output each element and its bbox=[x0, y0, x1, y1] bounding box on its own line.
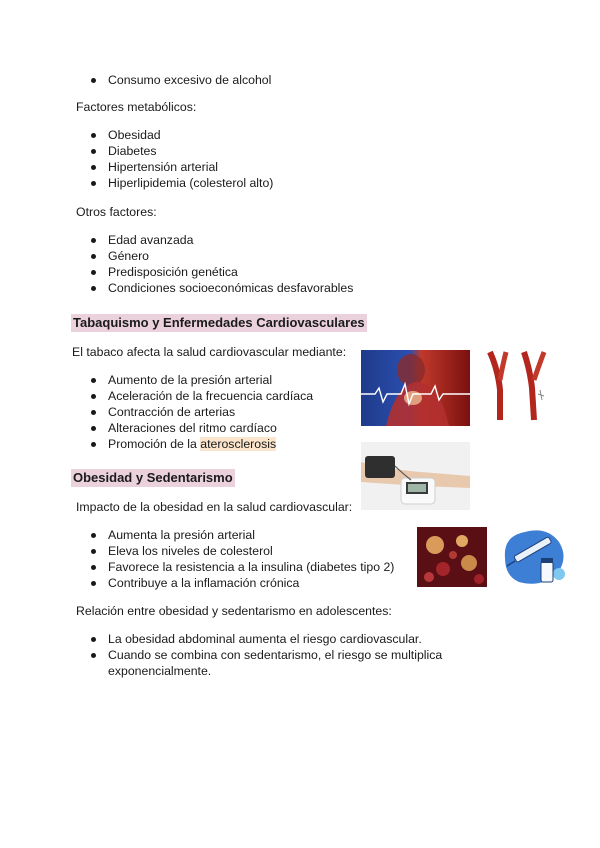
tobacco-list bbox=[72, 372, 362, 452]
metabolic-list bbox=[72, 127, 372, 191]
obesity-list bbox=[72, 527, 412, 591]
metabolic-label: Factores metabólicos: bbox=[76, 100, 197, 114]
list-item: Contracción de arterias bbox=[72, 404, 362, 420]
blood-pressure-monitor-image bbox=[361, 442, 470, 510]
list-item bbox=[72, 436, 362, 452]
list-item: Contribuye a la inflamación crónica bbox=[72, 575, 412, 591]
list-item: Aumenta la presión arterial bbox=[72, 527, 412, 543]
list-item: Favorece la resistencia a la insulina (diabetes tipo 2) bbox=[72, 559, 412, 575]
list-item-prefix: Promoción de la bbox=[108, 437, 201, 451]
list-item: Predisposición genética bbox=[72, 264, 392, 280]
list-item: La obesidad abdominal aumenta el riesgo cardiovascular. bbox=[72, 631, 452, 647]
chest-pain-heartbeat-image bbox=[361, 350, 470, 426]
list-item: Cuando se combina con sedentarismo, el riesgo se multiplica exponencialmente. bbox=[72, 647, 452, 679]
relation-label: Relación entre obesidad y sedentarismo en adolescentes: bbox=[76, 604, 392, 618]
list-item: Consumo excesivo de alcohol bbox=[72, 72, 372, 88]
tobacco-heading: Tabaquismo y Enfermedades Cardiovasculares bbox=[73, 315, 365, 330]
syringe-vial-illustration-image bbox=[497, 524, 567, 588]
list-item: Género bbox=[72, 248, 392, 264]
other-factors-label: Otros factores: bbox=[76, 205, 157, 219]
arteries-image bbox=[484, 350, 548, 422]
highlighted-term: aterosclerosis bbox=[200, 437, 277, 451]
alcohol-list bbox=[72, 72, 372, 88]
obesity-intro: Impacto de la obesidad en la salud cardiovascular: bbox=[76, 500, 353, 514]
list-item: Aceleración de la frecuencia cardíaca bbox=[72, 388, 362, 404]
list-item: Condiciones socioeconómicas desfavorables bbox=[72, 280, 392, 296]
list-item: Eleva los niveles de colesterol bbox=[72, 543, 412, 559]
list-item: Edad avanzada bbox=[72, 232, 392, 248]
tobacco-intro: El tabaco afecta la salud cardiovascular mediante: bbox=[72, 345, 347, 359]
list-item: Hiperlipidemia (colesterol alto) bbox=[72, 175, 372, 191]
relation-list bbox=[72, 631, 452, 679]
list-item: Alteraciones del ritmo cardíaco bbox=[72, 420, 362, 436]
list-item: Diabetes bbox=[72, 143, 372, 159]
list-item: Hipertensión arterial bbox=[72, 159, 372, 175]
list-item: Obesidad bbox=[72, 127, 372, 143]
blood-cells-cholesterol-image bbox=[417, 527, 487, 587]
obesity-heading: Obesidad y Sedentarismo bbox=[73, 470, 233, 485]
list-item: Aumento de la presión arterial bbox=[72, 372, 362, 388]
other-factors-list bbox=[72, 232, 392, 296]
